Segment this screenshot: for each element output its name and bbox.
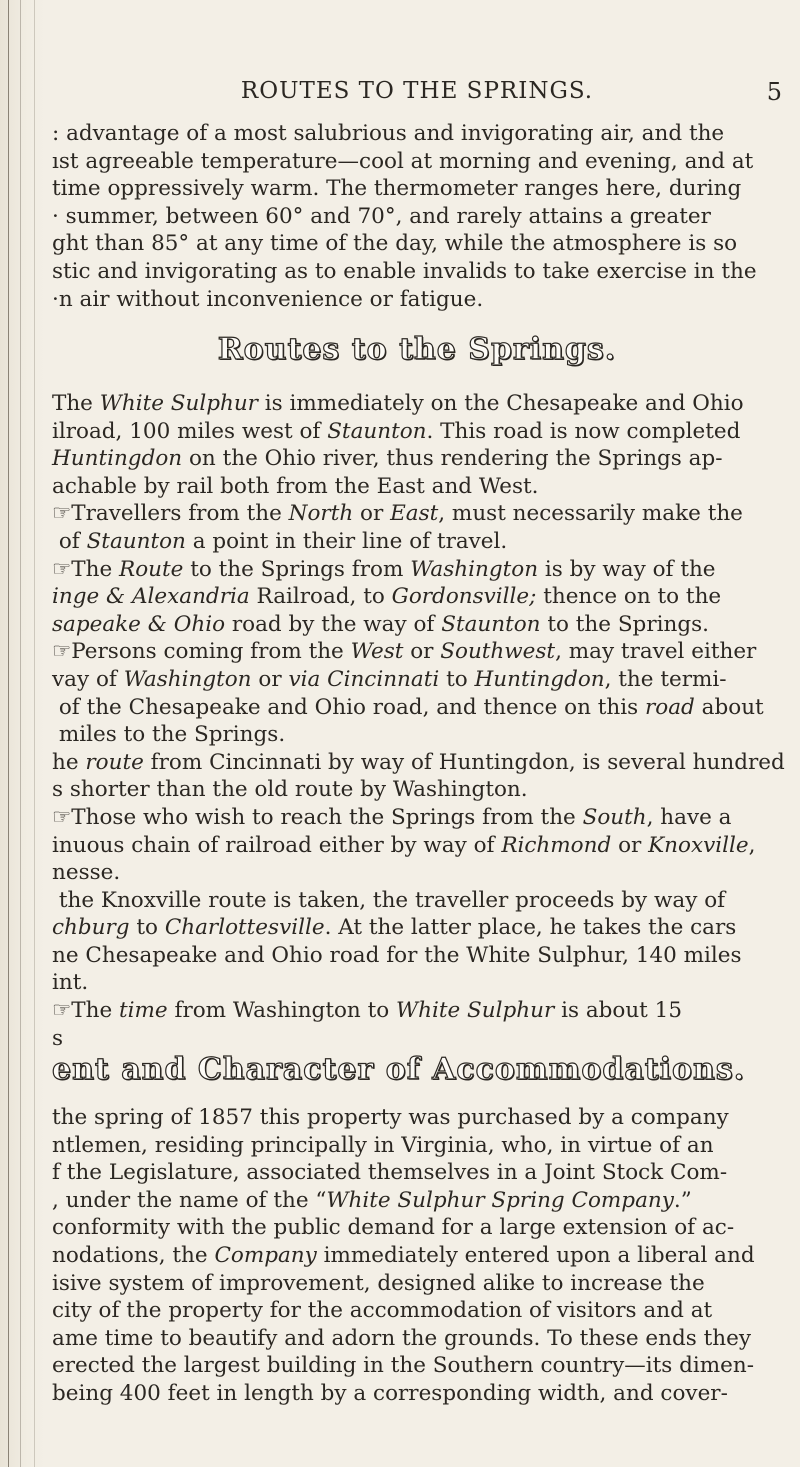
text-line: : advantage of a most salubrious and invigorating air, and the: [52, 121, 725, 146]
text-line: of the Chesapeake and Ohio road, and thence on this road about: [52, 694, 764, 720]
text-line: chburg to Charlottesville. At the latter place, he takes the cars: [52, 915, 737, 941]
text-line: the Knoxville route is taken, the traveller proceeds by way of: [52, 887, 726, 913]
text-line: ıst agreeable temperature—cool at morning and evening, and at: [52, 148, 754, 174]
binding-edge-line: [34, 0, 35, 1467]
text-line: ☞Those who wish to reach the Springs from the South, have a: [52, 804, 732, 830]
page-number: 5: [766, 78, 782, 106]
text-line: ·n air without inconvenience or fatigue.: [52, 286, 484, 312]
text-line: miles to the Springs.: [52, 722, 286, 748]
text-line: erected the largest building in the Southern country—its dimen-: [52, 1353, 754, 1379]
text-line: conformity with the public demand for a large extension of ac-: [52, 1215, 735, 1241]
text-line: inge & Alexandria Railroad, to Gordonsville; thence on to the: [52, 584, 722, 610]
text-line: vay of Washington or via Cincinnati to Huntingdon, the termi-: [52, 666, 727, 692]
text-line: he route from Cincinnati by way of Huntingdon, is several hundred: [52, 749, 785, 775]
text-line: int.: [52, 970, 89, 996]
text-line: Huntingdon on the Ohio river, thus rendering the Springs ap-: [52, 446, 723, 472]
intro-paragraph: [52, 120, 782, 313]
text-line: nesse.: [52, 860, 121, 886]
text-line: stic and invigorating as to enable invalids to take exercise in the: [52, 258, 757, 284]
accommodations-section: [52, 1104, 782, 1408]
binding-edge-line: [8, 0, 9, 1467]
text-line: , under the name of the “White Sulphur Spring Company.”: [52, 1187, 692, 1213]
text-line: ne Chesapeake and Ohio road for the White Sulphur, 140 miles: [52, 942, 742, 968]
text-line: ntlemen, residing principally in Virginia, who, in virtue of an: [52, 1132, 714, 1158]
text-line: ☞Travellers from the North or East, must necessarily make the: [52, 501, 743, 527]
text-line: ilroad, 100 miles west of Staunton. This road is now completed: [52, 418, 741, 444]
text-line: of Staunton a point in their line of travel.: [52, 528, 508, 554]
running-head: [52, 78, 782, 108]
text-line: ☞Persons coming from the West or Southwest, may travel either: [52, 639, 757, 665]
section-heading-accommodations: ent and Character of Accommodations.: [52, 1052, 746, 1087]
text-line: · summer, between 60° and 70°, and rarely attains a greater: [52, 203, 711, 229]
pointing-hand-icon: ☞: [52, 804, 72, 830]
binding-edge-line: [20, 0, 21, 1467]
text-line: The White Sulphur is immediately on the Chesapeake and Ohio: [52, 391, 744, 416]
pointing-hand-icon: ☞: [52, 501, 72, 527]
text-line: s shorter than the old route by Washington.: [52, 777, 528, 803]
text-line: ame time to beautify and adorn the grounds. To these ends they: [52, 1325, 751, 1351]
section-heading-routes: Routes to the Springs.: [217, 332, 617, 367]
accommodations-heading-block: [52, 1052, 782, 1087]
text-line: ght than 85° at any time of the day, while the atmosphere is so: [52, 231, 738, 257]
text-line: f the Legislature, associated themselves in a Joint Stock Com-: [52, 1160, 728, 1186]
text-line: sapeake & Ohio road by the way of Staunton to the Springs.: [52, 611, 709, 637]
text-line: city of the property for the accommodation of visitors and at: [52, 1298, 713, 1324]
text-line: s: [52, 1025, 64, 1051]
running-title: ROUTES TO THE SPRINGS.: [240, 78, 594, 104]
book-page: [52, 0, 785, 1467]
text-line: achable by rail both from the East and West.: [52, 473, 539, 499]
pointing-hand-icon: ☞: [52, 639, 72, 665]
text-line: inuous chain of railroad either by way of Richmond or Knoxville,: [52, 832, 756, 858]
text-line: the spring of 1857 this property was purchased by a company: [52, 1105, 729, 1130]
text-line: ☞The time from Washington to White Sulphur is about 15: [52, 998, 683, 1024]
text-line: ☞The Route to the Springs from Washington is by way of the: [52, 556, 716, 582]
text-line: isive system of improvement, designed alike to increase the: [52, 1270, 705, 1296]
text-line: time oppressively warm. The thermometer ranges here, during: [52, 176, 742, 202]
book-binding-gutter: [0, 0, 46, 1467]
routes-heading-block: [52, 332, 782, 367]
pointing-hand-icon: ☞: [52, 556, 72, 582]
routes-section: [52, 390, 785, 1052]
text-line: nodations, the Company immediately entered upon a liberal and: [52, 1242, 755, 1268]
pointing-hand-icon: ☞: [52, 998, 72, 1024]
text-line: being 400 feet in length by a corresponding width, and cover-: [52, 1380, 728, 1406]
